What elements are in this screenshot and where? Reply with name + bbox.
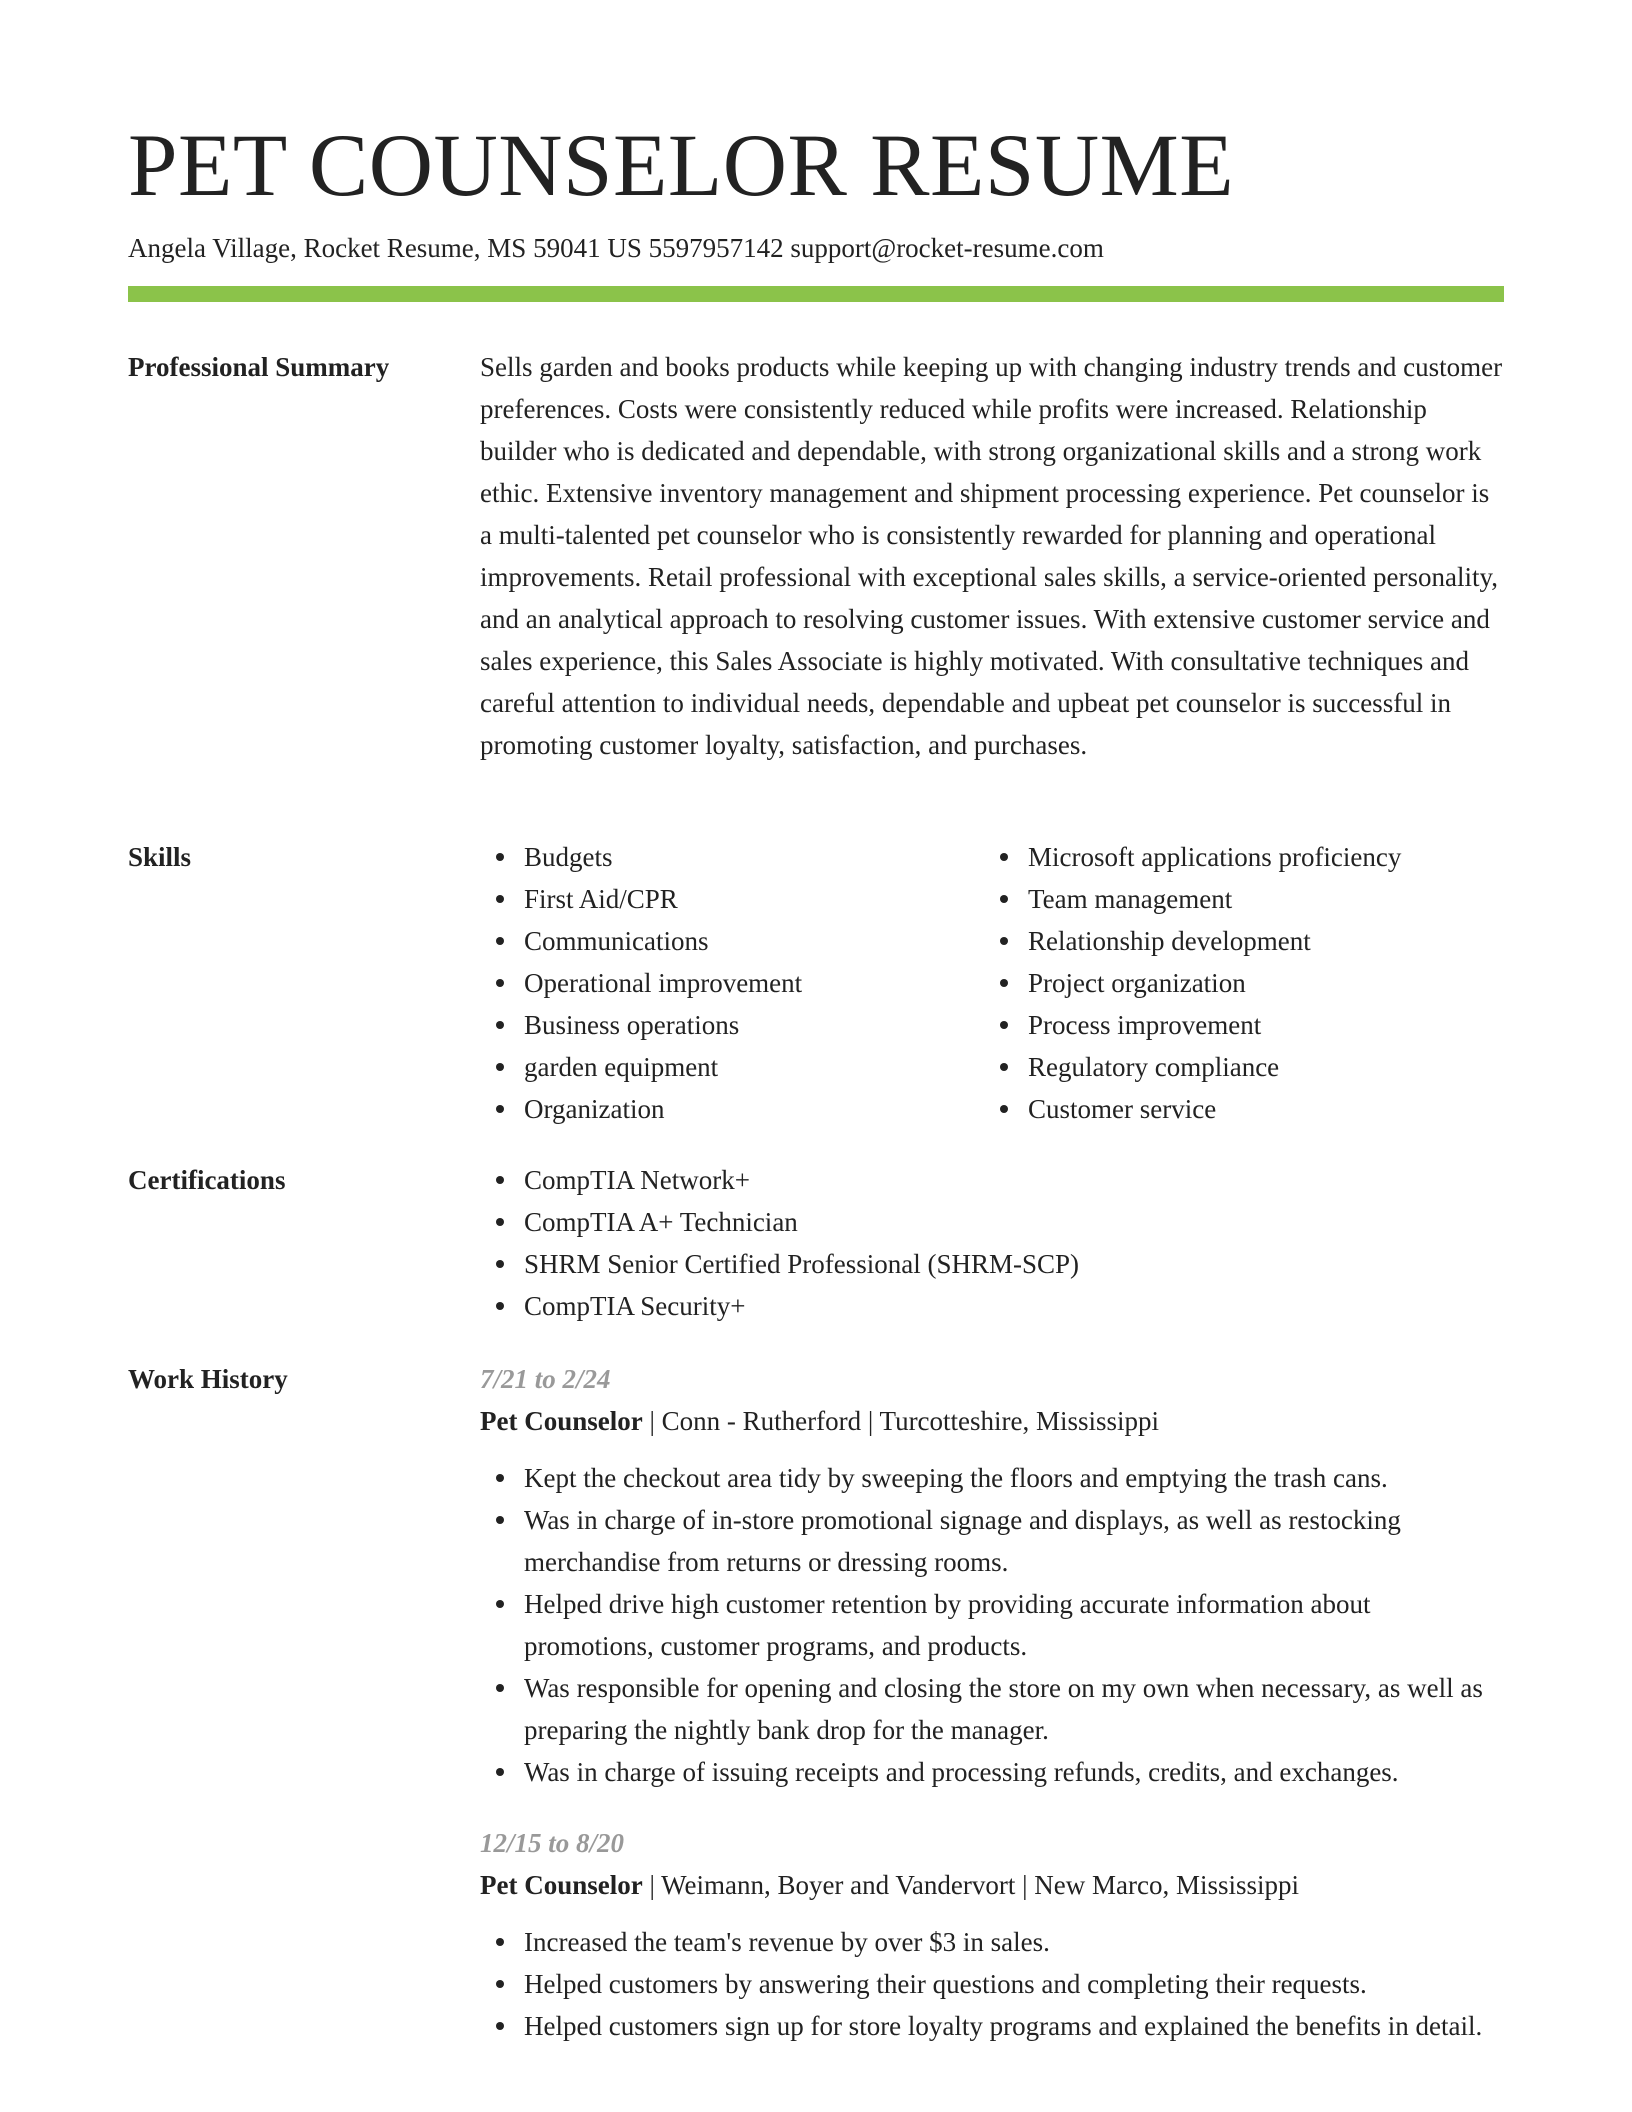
job-role: Pet Counselor [480, 1406, 643, 1436]
skill-item: Project organization [984, 962, 1488, 1004]
job-dates: 12/15 to 8/20 [480, 1828, 625, 1858]
job-entry [480, 1822, 1504, 2047]
job-dates: 7/21 to 2/24 [480, 1364, 611, 1394]
skill-item: First Aid/CPR [480, 878, 984, 920]
summary-section [128, 346, 1504, 766]
skills-list-right [984, 836, 1488, 1130]
skill-item: Process improvement [984, 1004, 1488, 1046]
section-label-summary: Professional Summary [128, 352, 390, 382]
skill-item: Microsoft applications proficiency [984, 836, 1488, 878]
job-bullets [480, 1457, 1504, 1793]
skills-section [128, 836, 1504, 1130]
page-title: PET COUNSELOR RESUME [128, 117, 1235, 215]
job-role: Pet Counselor [480, 1870, 643, 1900]
certification-item: CompTIA Security+ [480, 1285, 1504, 1327]
skill-item: Team management [984, 878, 1488, 920]
job-bullet: Was responsible for opening and closing the store on my own when necessary, as well as preparing the nightly bank drop for the manager. [480, 1667, 1504, 1751]
section-label-certifications: Certifications [128, 1165, 286, 1195]
skill-item: Regulatory compliance [984, 1046, 1488, 1088]
job-bullet: Kept the checkout area tidy by sweeping the floors and emptying the trash cans. [480, 1457, 1504, 1499]
summary-text: Sells garden and books products while keeping up with changing industry trends and customer preferences. Costs were consistently reduced while profits were increased. Relationship builder who is dedicated and dependable, with strong organizational skills and a strong work ethic. Extensive inventory management and shipment processing experience. Pet counselor is a multi-talented pet counselor who is consistently rewarded for planning and operational improvements. Retail professional with exceptional sales skills, a service-oriented personality, and an analytical approach to resolving customer issues. With extensive customer service and sales experience, this Sales Associate is highly motivated. With consultative techniques and careful attention to individual needs, dependable and upbeat pet counselor is successful in promoting customer loyalty, satisfaction, and purchases. [480, 352, 1503, 760]
job-bullet: Helped drive high customer retention by providing accurate information about promotions, customer programs, and products. [480, 1583, 1504, 1667]
job-bullet: Was in charge of issuing receipts and processing refunds, credits, and exchanges. [480, 1751, 1504, 1793]
job-heading [480, 1400, 1504, 1442]
skill-item: Organization [480, 1088, 984, 1130]
accent-divider [128, 286, 1504, 302]
skill-item: Business operations [480, 1004, 984, 1046]
job-bullet: Helped customers by answering their questions and completing their requests. [480, 1963, 1504, 2005]
job-details: | Conn - Rutherford | Turcotteshire, Mississippi [642, 1406, 1160, 1436]
job-details: | Weimann, Boyer and Vandervort | New Marco, Mississippi [642, 1870, 1300, 1900]
job-bullet: Was in charge of in-store promotional signage and displays, as well as restocking merchandise from returns or dressing rooms. [480, 1499, 1504, 1583]
contact-line: Angela Village, Rocket Resume, MS 59041 US 5597957142 support@rocket-resume.com [128, 233, 1104, 263]
certification-item: CompTIA Network+ [480, 1159, 1504, 1201]
section-label-skills: Skills [128, 842, 192, 872]
job-bullet: Increased the team's revenue by over $3 in sales. [480, 1921, 1504, 1963]
job-bullets [480, 1921, 1504, 2047]
certifications-list [480, 1159, 1504, 1327]
skill-item: Communications [480, 920, 984, 962]
skill-item: Customer service [984, 1088, 1488, 1130]
job-heading [480, 1864, 1504, 1906]
certifications-section [128, 1159, 1504, 1327]
skill-item: garden equipment [480, 1046, 984, 1088]
skill-item: Operational improvement [480, 962, 984, 1004]
work-history-section [128, 1358, 1504, 2076]
skills-list-left [480, 836, 984, 1130]
certification-item: SHRM Senior Certified Professional (SHRM-SCP) [480, 1243, 1504, 1285]
skill-item: Budgets [480, 836, 984, 878]
job-entry [480, 1358, 1504, 1793]
certification-item: CompTIA A+ Technician [480, 1201, 1504, 1243]
skill-item: Relationship development [984, 920, 1488, 962]
job-bullet: Helped customers sign up for store loyalty programs and explained the benefits in detail. [480, 2005, 1504, 2047]
section-label-work-history: Work History [128, 1364, 288, 1394]
